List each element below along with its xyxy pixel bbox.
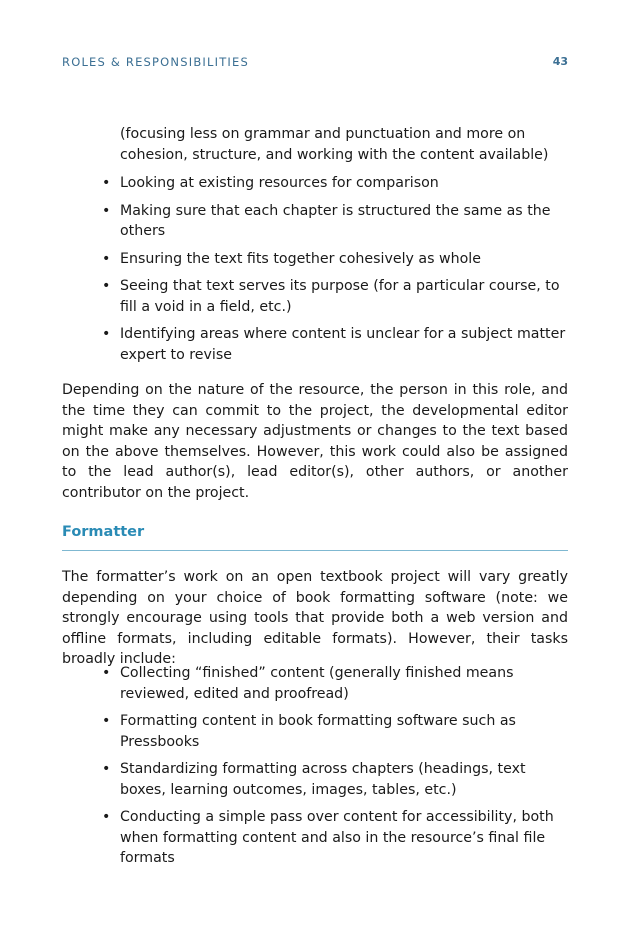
list-item: • Ensuring the text fits together cohesively as whole [100,249,572,270]
list-item: • Seeing that text serves its purpose (for a particular course, to fill a void in a field, etc.) [102,278,560,315]
page-number: 43 [552,55,568,68]
list-item: • Identifying areas where content is unclear for a subject matter expert to revise [102,326,566,363]
bullet-icon: • [102,278,111,294]
list-item: • Formatting content in book formatting software such as Pressbooks [102,713,516,750]
section-heading-formatter: Formatter [62,524,145,540]
bullet-icon: • [102,665,111,681]
bullet-icon: • [102,713,111,729]
bullet-icon: • [102,202,111,219]
formatter-tasks-list [100,663,572,876]
list-item: • Collecting “finished” content (generally finished means reviewed, edited and proofread) [102,665,514,702]
responsibilities-list [100,173,572,372]
running-header [62,55,568,71]
list-item: • Making sure that each chapter is structured the same as the others [102,202,551,239]
bullet-icon: • [102,175,111,191]
list-item: • Looking at existing resources for comparison [100,173,572,194]
bullet-icon: • [102,809,111,825]
list-item: • Standardizing formatting across chapters (headings, text boxes, learning outcomes, images, tables, etc.) [102,761,526,798]
list-item: • Conducting a simple pass over content for accessibility, both when formatting content and also in the resource’s final file formats [102,809,554,866]
bullet-icon: • [102,250,111,267]
bullet-icon: • [102,326,111,342]
heading-rule [62,550,568,551]
bullet-icon: • [102,761,111,777]
section-intro-paragraph: The formatter’s work on an open textbook project will vary greatly depending on your choice of book formatting software (note: we strongly encourage using tools that provide both a web version and offline formats, including editable formats). However, their tasks broadly include: [62,569,568,668]
running-title: ROLES & RESPONSIBILITIES [62,55,249,69]
list-item-continuation: (focusing less on grammar and punctuation and more on cohesion, structure, and working with the content available) [120,126,549,163]
body-paragraph: Depending on the nature of the resource, the person in this role, and the time they can commit to the project, the developmental editor might make any necessary adjustments or changes to the text based on the above themselves. However, this work could also be assigned to the lead author(s), lead editor(s), other authors, or another contributor on the project. [62,382,568,501]
